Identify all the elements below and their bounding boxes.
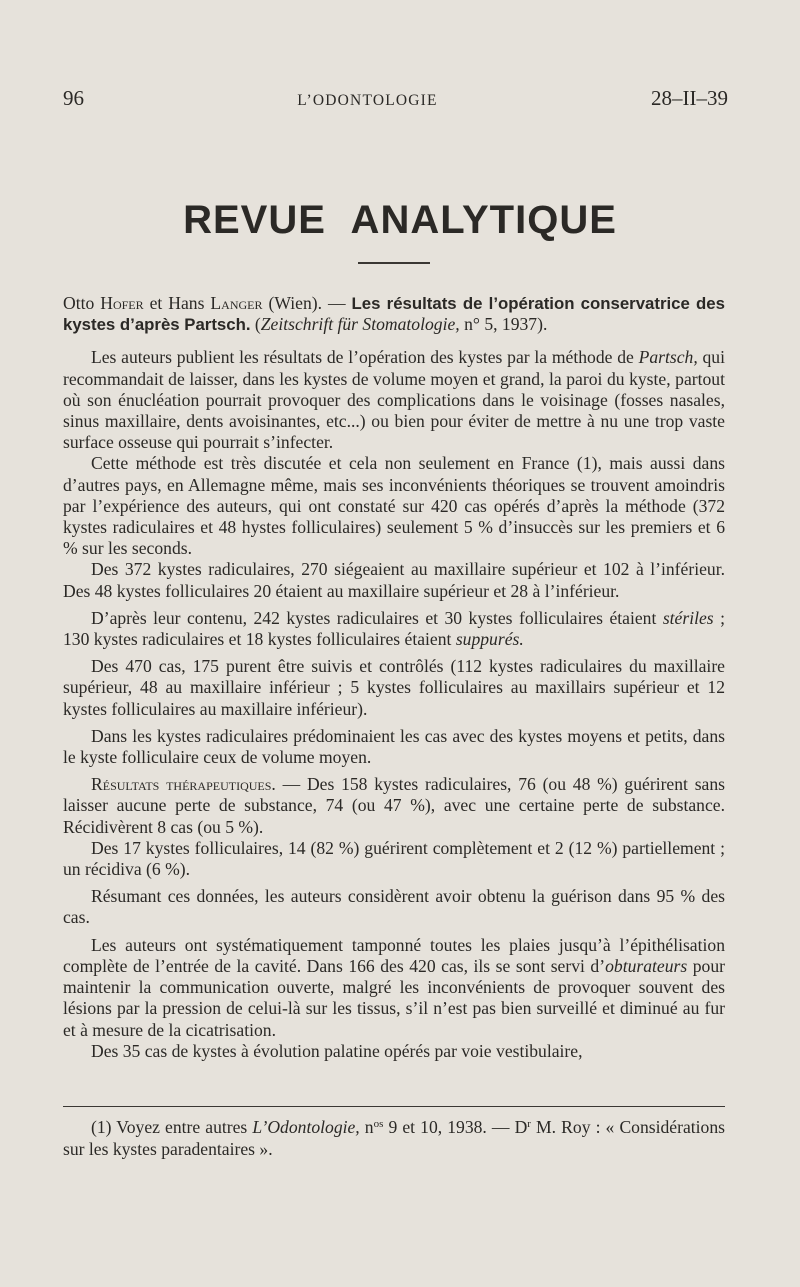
paragraph-4: D’après leur contenu, 242 kystes radiculaires et 30 kystes folliculaires étaient stériles ; 130 kystes radiculaires et 18 kystes folliculaires étaient suppurés. [63, 607, 725, 650]
paragraph-3: Des 372 kystes radiculaires, 270 siégeaient au maxillaire supérieur et 102 à l’inférieur. Des 48 kystes folliculaires 20 étaient au maxillaire supérieur et 28 à l’inférieur. [63, 559, 725, 601]
footnote [63, 1117, 725, 1160]
author-langer: Langer [210, 293, 263, 313]
paragraph-2: Cette méthode est très discutée et cela non seulement en France (1), mais aussi dans d’autres pays, en Allemagne même, mais ses inconvénients théoriques se trouvent amoindris par l’expérience des auteurs, qui ont constaté sur 420 cas opérés d’après la méthode (372 kystes radiculaires et 48 hystes folliculaires) seulement 5 % d’insuccès sur les premiers et 6 % sur les seconds. [63, 453, 725, 559]
article-title: Les résultats de l’opération conservatrice des kystes d’après Partsch. [63, 294, 725, 335]
author-hofer: Hofer [100, 293, 144, 313]
paragraph-1: Les auteurs publient les résultats de l’opération des kystes par la méthode de Partsch, qui recommandait de laisser, dans les kystes de volume moyen et grand, la paroi du kyste, partout où son énucléation pourrait provoquer des complications dans le voisinage (fosses nasales, sinus maxillaire, dents avoisinantes, etc...) ou bien pour éviter de mettre à nu une trop vaste surface osseuse qui pourrait s’infecter. [63, 347, 725, 453]
paragraph-11: Des 35 cas de kystes à évolution palatine opérés par voie vestibulaire, [91, 1040, 583, 1061]
title-rule [358, 262, 430, 264]
section-title: REVUE ANALYTIQUE [183, 198, 617, 242]
page-number: 96 [63, 86, 84, 110]
footnote-rule [63, 1106, 725, 1107]
paragraph-8: Des 17 kystes folliculaires, 14 (82 %) guérirent complètement et 2 (12 %) partiellement ; un récidiva (6 %). [63, 837, 725, 880]
article-citation: Otto Hofer et Hans Langer (Wien). — Les résultats de l’opération conservatrice des kystes d’après Partsch. (Zeitschrift für Stomatologie, n° 5, 1937). [63, 293, 725, 335]
running-header [63, 86, 728, 111]
results-heading: Résultats thérapeutiques. [91, 774, 276, 795]
paragraph-9: Résumant ces données, les auteurs considèrent avoir obtenu la guérison dans 95 % des cas. [63, 886, 725, 928]
issue-date: 28–II–39 [650, 86, 728, 110]
journal-name: L’ODONTOLOGIE [297, 92, 438, 109]
article-body [63, 293, 725, 1062]
source-journal: Zeitschrift für Stomatologie, [260, 314, 460, 335]
footnote-text: (1) Voyez entre autres L’Odontologie, $n^{os}$ 9 et 10, 1938. — $D^r$ M. Roy : « Considérations sur les kystes paradentaires ». [63, 1117, 725, 1159]
paragraph-7: Résultats thérapeutiques. — Des 158 kystes radiculaires, 76 (ou 48 %) guérirent sans laisser aucune perte de substance, 74 (ou 47 %), avec une certaine perte de substance. Récidivèrent 8 cas (ou 5 %). [63, 774, 725, 837]
paragraph-5: Des 470 cas, 175 purent être suivis et contrôlés (112 kystes radiculaires du maxillaire supérieur, 48 au maxillaire inférieur ; 5 kystes folliculaires au maxillairs supérieur et 12 kystes folliculaires au maxillaire inférieur). [63, 656, 725, 719]
paragraph-6: Dans les kystes radiculaires prédominaient les cas avec des kystes moyens et petits, dans le kyste folliculaire ceux de volume moyen. [63, 725, 725, 768]
paragraph-10: Les auteurs ont systématiquement tamponné toutes les plaies jusqu’à l’épithélisation complète de l’entrée de la cavité. Dans 166 des 420 cas, ils se sont servi d’obturateurs pour maintenir la communication ouverte, malgré les inconvénients de provoquer souvent des lésions par la pression de celui-là sur les tissus, s’il n’est pas bien surveillé et diminué au fur et à mesure de la cicatrisation. [63, 934, 725, 1040]
